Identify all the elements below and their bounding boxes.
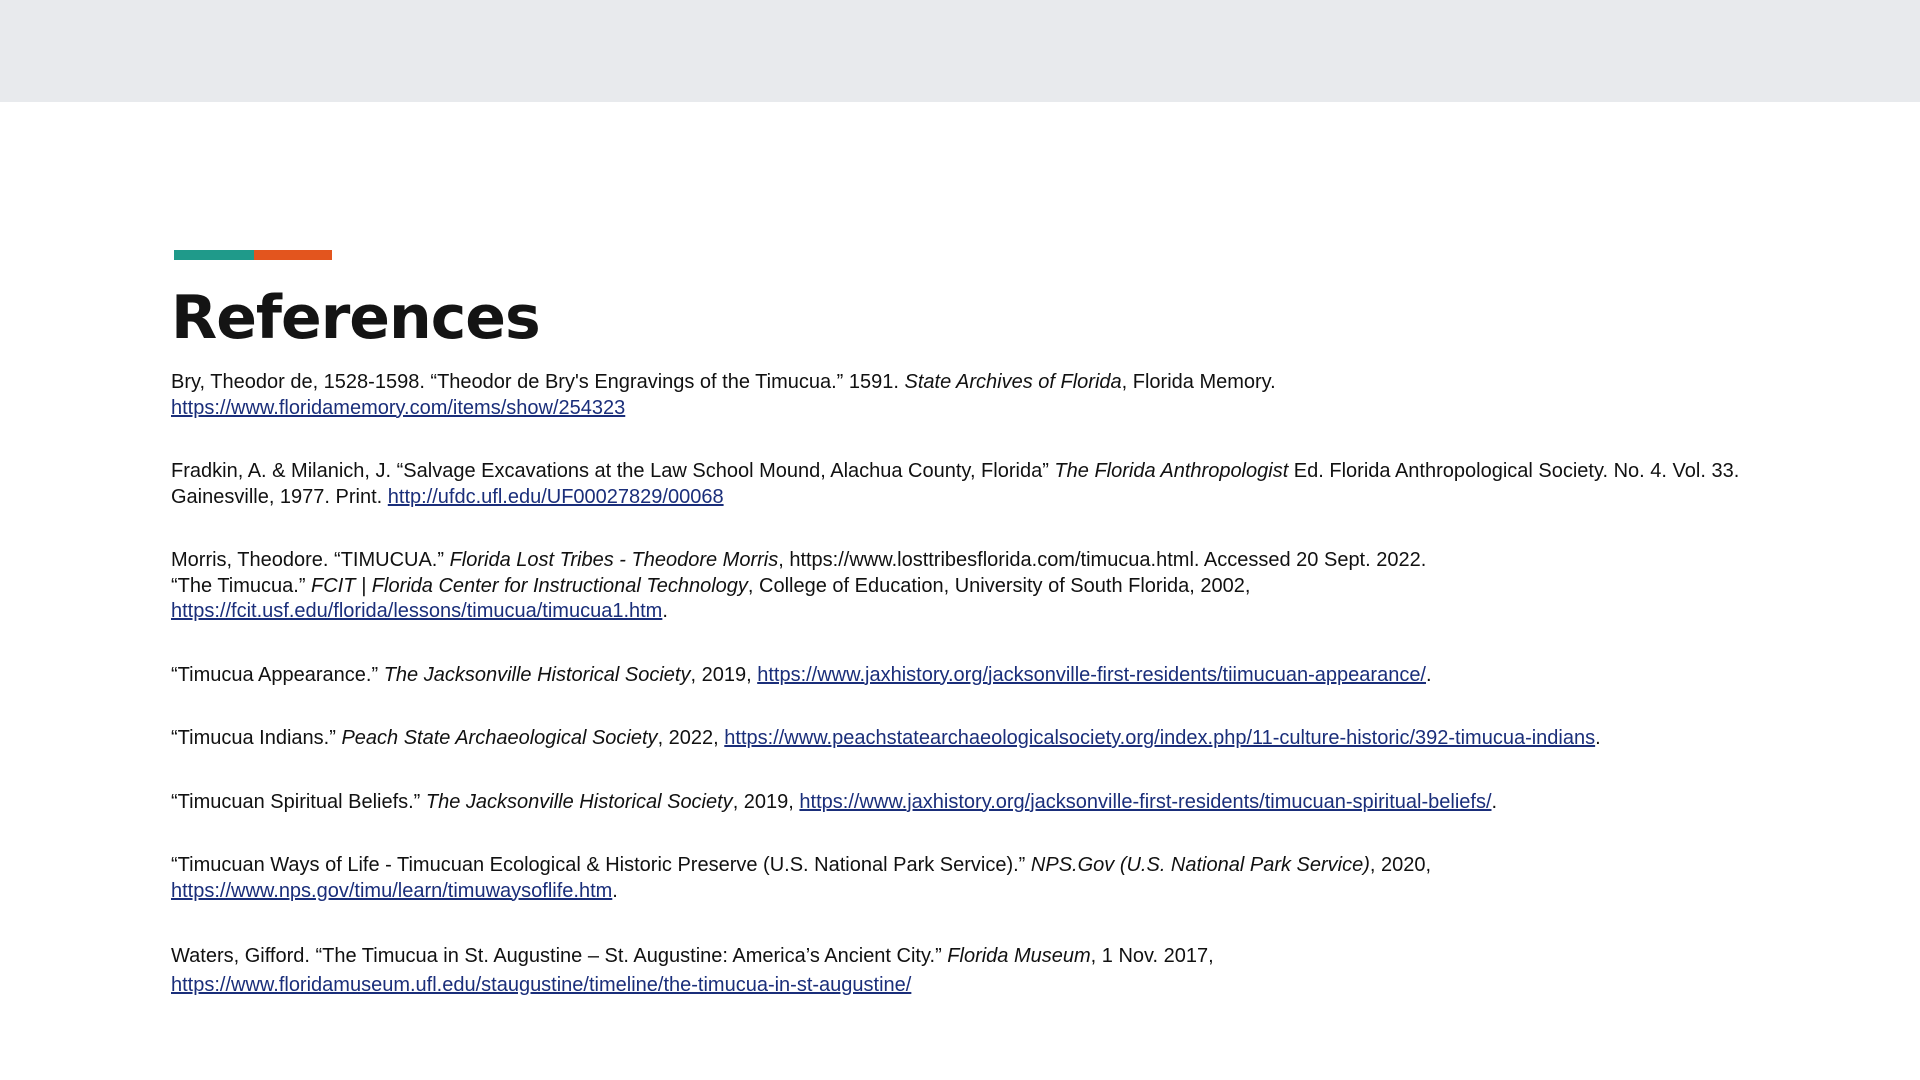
reference-text: . <box>1595 727 1601 749</box>
reference-link[interactable]: https://www.jaxhistory.org/jacksonville-first-residents/tiimucuan-appearance/ <box>757 663 1426 686</box>
reference-text: “Timucuan Spiritual Beliefs.” <box>171 790 426 813</box>
reference-text: , College of Education, University of South Florida, 2002, <box>747 574 1251 597</box>
reference-link[interactable]: https://www.jaxhistory.org/jacksonville-first-residents/timucuan-spiritual-beliefs/ <box>799 790 1492 813</box>
reference-source: Peach State Archaeological Society <box>341 727 658 749</box>
reference-link[interactable]: https://www.floridamemory.com/items/show/254323 <box>171 396 626 419</box>
accent-bar-teal <box>174 250 254 260</box>
reference-item <box>171 726 1771 752</box>
reference-source: FCIT | Florida Center for Instructional Technology <box>311 574 748 597</box>
accent-bar-orange <box>254 250 332 260</box>
page-title: References <box>171 283 540 353</box>
reference-source: Florida Museum <box>947 945 1091 967</box>
reference-text: , 2019, <box>690 663 758 686</box>
reference-item <box>171 790 1771 816</box>
reference-source: The Jacksonville Historical Society <box>383 663 691 686</box>
reference-text: Waters, Gifford. “The Timucua in St. Augustine – St. Augustine: America’s Ancient City.” <box>171 945 948 967</box>
reference-text: “The Timucua.” <box>171 574 312 597</box>
reference-source: NPS.Gov (U.S. National Park Service) <box>1030 854 1370 876</box>
reference-item <box>171 942 1771 1000</box>
reference-source: The Florida Anthropologist <box>1054 460 1289 482</box>
references-list <box>171 370 1771 1038</box>
reference-text: . <box>1491 790 1498 813</box>
reference-text: Ed. Florida Anthropological Society. No. 4. Vol. 33. Gainesville, 1977. Print. <box>171 460 1740 508</box>
reference-item <box>171 370 1771 421</box>
reference-text: . <box>1426 663 1432 686</box>
reference-item <box>171 574 1771 625</box>
reference-text: Fradkin, A. & Milanich, J. “Salvage Excavations at the Law School Mound, Alachua County, Florida” <box>171 460 1055 482</box>
reference-item <box>171 459 1771 510</box>
reference-text: Bry, Theodor de, 1528-1598. “Theodor de Bry's Engravings of the Timucua.” 1591. <box>171 371 905 393</box>
reference-text: , https://www.losttribesflorida.com/timucua.html. Accessed 20 Sept. 2022. <box>778 549 1427 571</box>
reference-text: “Timucua Indians.” <box>171 727 342 749</box>
reference-link[interactable]: http://ufdc.ufl.edu/UF00027829/00068 <box>387 485 724 508</box>
reference-link[interactable]: https://www.peachstatearchaeologicalsociety.org/index.php/11-culture-historic/392-timucua-indians <box>724 727 1596 749</box>
reference-text: , 1 Nov. 2017, <box>1090 945 1214 967</box>
reference-source: The Jacksonville Historical Society <box>425 790 733 813</box>
reference-source: Florida Lost Tribes - Theodore Morris <box>449 549 779 571</box>
reference-link[interactable]: https://www.nps.gov/timu/learn/timuwaysoflife.htm <box>171 879 613 902</box>
reference-text: . <box>662 600 668 622</box>
reference-item <box>171 548 1771 574</box>
top-band <box>0 0 1920 102</box>
reference-text: Morris, Theodore. “TIMUCUA.” <box>171 549 450 571</box>
reference-text: , 2022, <box>657 727 725 749</box>
reference-text: “Timucuan Ways of Life - Timucuan Ecological & Historic Preserve (U.S. National Park Service).” <box>171 854 1031 876</box>
reference-text: , Florida Memory. <box>1121 371 1276 393</box>
reference-item <box>171 853 1771 904</box>
reference-link[interactable]: https://fcit.usf.edu/florida/lessons/timucua/timucua1.htm <box>171 600 663 622</box>
reference-source: State Archives of Florida <box>904 371 1122 393</box>
reference-item <box>171 663 1771 689</box>
reference-text: . <box>612 879 618 902</box>
reference-text: , 2019, <box>732 790 800 813</box>
reference-text: , 2020, <box>1369 854 1432 876</box>
reference-link[interactable]: https://www.floridamuseum.ufl.edu/staugustine/timeline/the-timucua-in-st-augustine/ <box>171 974 912 996</box>
reference-text: “Timucua Appearance.” <box>171 663 384 686</box>
